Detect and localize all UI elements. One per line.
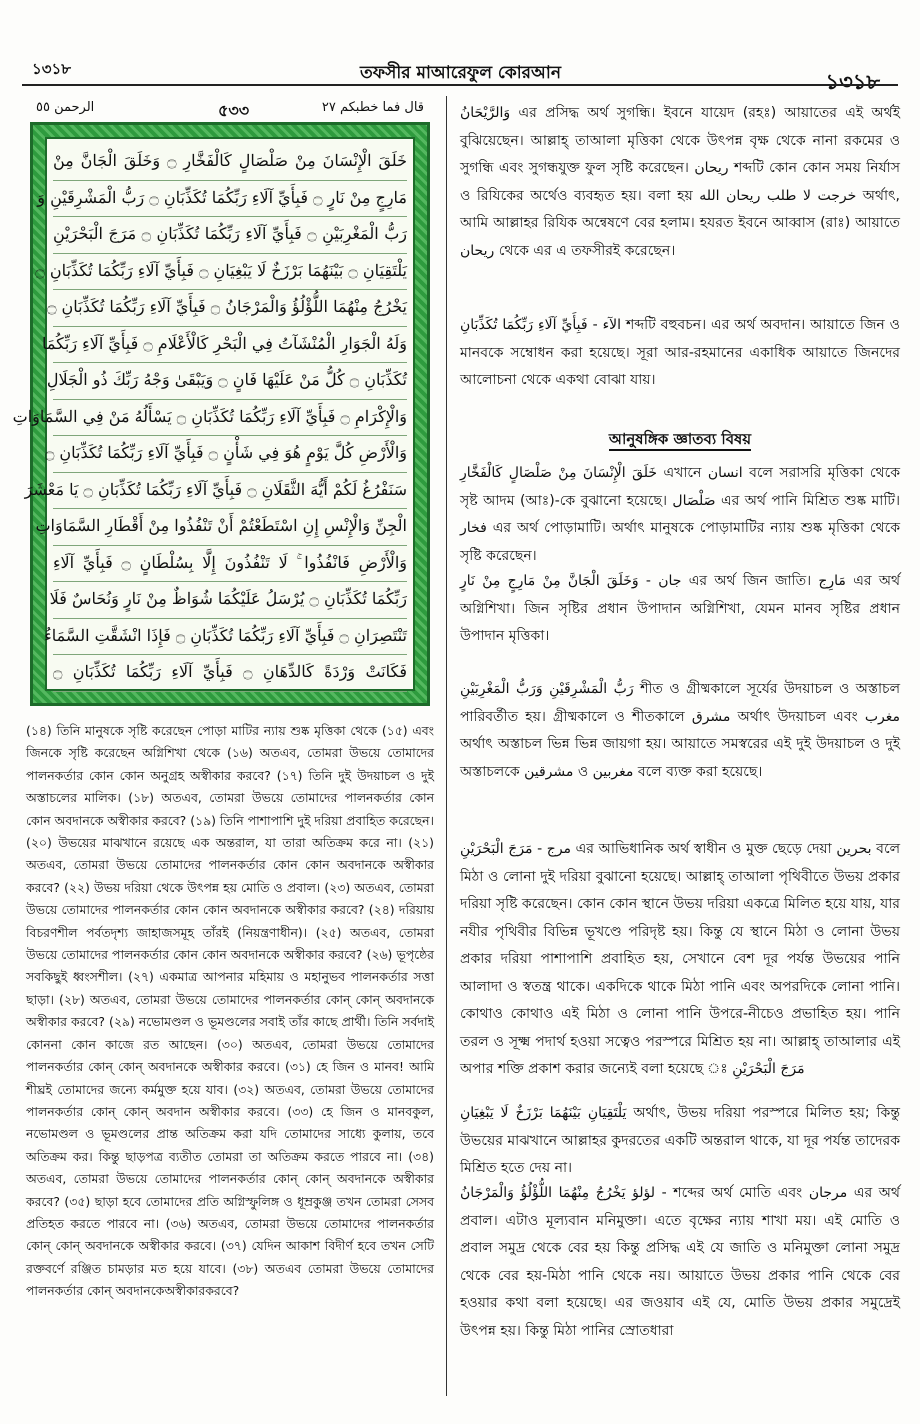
commentary-para-1 <box>460 100 900 265</box>
commentary-para-3 <box>460 460 900 570</box>
ayah-line: رَبِّكُمَا تُكَذِّبَانِ ۝ يُرْسَلُ عَلَيْكُمَا شُوَاظٌ مِنْ نَارٍ وَنُحَاسٌ فَلَا <box>53 581 407 619</box>
commentary-para-8 <box>460 1180 900 1345</box>
arabic-term: خَلَقَ الْإِنْسَانَ مِنْ صَلْصَالٍ كَالْفَخَّارِ <box>460 465 658 481</box>
commentary-text: অর্থাৎ, উভয় দরিয়া পরস্পরে মিলিত হয়; কিন্তু উভয়ের মাঝখানে আল্লাহর কুদরতের একটি অন্তরাল থাকে, যা দূর পর্যন্ত তাদেরক মিশ্রিত হতে দেয় না। <box>460 1105 900 1176</box>
ayah-line: يَلْتَقِيَانِ ۝ بَيْنَهُمَا بَرْزَخٌ لَا يَبْغِيَانِ ۝ فَبِأَيِّ آلَاءِ رَبِّكُمَا تُكَذِّبَانِ ۝ <box>53 253 407 291</box>
ayah-line: وَلَهُ الْجَوَارِ الْمُنْشَآتُ فِي الْبَحْرِ كَالْأَعْلَامِ ۝ فَبِأَيِّ آلَاءِ رَبِّكُمَا <box>53 326 407 364</box>
arabic-term: يَلْتَقِيَانِ بَيْنَهُمَا بَرْزَخٌ لَا يَبْغِيَانِ <box>460 1105 627 1121</box>
section-heading <box>460 428 900 453</box>
arabic-term: وَالرَّيْحَانُ <box>460 105 511 121</box>
page-number-left: ১৩১৮ <box>32 60 71 78</box>
commentary-text: - جان এর অর্থ জিন জাতি। مَارِج এর অর্থ অগ্নিশিখা। জিন সৃষ্টির প্রধান উপাদান অগ্নিশিখা, যেমন মানব সৃষ্টির প্রধান উপাদান মৃত্তিকা। <box>460 573 901 644</box>
arabic-term: فَبِأَيِّ آلَاءِ رَبِّكُمَا تُكَذِّبَانِ <box>460 317 588 333</box>
arabic-term: رَبُّ الْمَشْرِقَيْنِ وَرَبُّ الْمَغْرِبَيْنِ <box>460 681 634 697</box>
commentary-para-6 <box>460 836 900 1084</box>
quran-text-frame <box>12 122 430 706</box>
commentary-para-2 <box>460 312 900 395</box>
ayah-line: تَنْتَصِرَانِ ۝ فَبِأَيِّ آلَاءِ رَبِّكُمَا تُكَذِّبَانِ ۝ فَإِذَا انْشَقَّتِ السَّمَاءُ <box>53 618 407 656</box>
header-rule <box>22 84 898 86</box>
ayah-line: وَالْأَرْضِ فَانْفُذُوا ۚ لَا تَنْفُذُونَ إِلَّا بِسُلْطَانٍ ۝ فَبِأَيِّ آلَاءِ <box>53 545 407 583</box>
section-heading-text: আনুষঙ্গিক জ্ঞাতব্য বিষয় <box>609 430 751 451</box>
column-divider <box>446 96 447 1396</box>
ayah-line: رَبُّ الْمَغْرِبَيْنِ ۝ فَبِأَيِّ آلَاءِ رَبِّكُمَا تُكَذِّبَانِ ۝ مَرَجَ الْبَحْرَيْنِ <box>53 216 407 254</box>
juz-name: قال فما خطبكم ٢٧ <box>321 100 424 115</box>
quran-text-panel <box>12 137 415 691</box>
ayah-line: وَالْأَرْضِ كُلَّ يَوْمٍ هُوَ فِي شَأْنٍ ۝ فَبِأَيِّ آلَاءِ رَبِّكُمَا تُكَذِّبَانِ ۝ <box>53 435 407 473</box>
commentary-text: - مرج এর আভিধানিক অর্থ স্বাধীন ও মুক্ত ছেড়ে দেয়া بحرين বলে মিঠা ও লোনা দুই দরিয়া বুঝানো হয়েছে। আল্লাহ্ তাআলা পৃথিবীতে উভয় প্রকার দরিয়া সৃষ্টি করেছেন। কোন কোন স্থানে উভয় দরিয়া একত্রে মিলিত হয়ে যায়, যার নযীর পৃথিবীর বিভিন্ন ভূখণ্ডে পরিদৃষ্ট হয়। কিন্তু যে স্থানে মিঠা ও লোনা উভয় প্রকার দরিয়া পাশাপাশি প্রবাহিত হয়, সেখানে বেশ দূর পর্যন্ত উভয়ের পানি আলাদা ও স্বতন্ত্র থাকে। একদিকে থাকে মিঠা পানি এবং অপরদিকে লোনা পানি। কোথাও কোথাও এই মিঠা ও লোনা পানি উপরে-নীচেও প্রভাহিত হয়। পানি তরল ও সূক্ষ্ম পদার্থ হওয়া সত্বেও পরস্পরে মিশ্রিত হয় না। আল্লাহ্ তাআলার এই অপার শক্তি প্রকাশ করার জন্যেই বলা হয়েছে ঃ <box>460 841 901 1077</box>
commentary-text: শীত ও গ্রীষ্মকালে সূর্যের উদয়াচল ও অস্তাচল পারিবর্তীত হয়। গ্রীষ্মকালে ও শীতকালে مشرق অর্থাৎ উদয়াচল এবং مغرب অর্থাৎ অস্তাচল ভিন্ন ভিন্ন জায়গা হয়। আয়াতে সমস্বরের এই দুই উদয়াচল ও দুই অস্তাচলকে مشرقين ও مغربين বলে ব্যক্ত করা হয়েছে। <box>460 681 900 780</box>
arabic-term: مَرَجَ الْبَحْرَيْنِ <box>460 841 533 857</box>
ayah-line: فَكَانَتْ وَرْدَةً كَالدِّهَانِ ۝ فَبِأَيِّ آلَاءِ رَبِّكُمَا تُكَذِّبَانِ ۝ <box>53 654 407 692</box>
ayah-line: سَنَفْرُغُ لَكُمْ أَيُّهَ الثَّقَلَانِ ۝ فَبِأَيِّ آلَاءِ رَبِّكُمَا تُكَذِّبَانِ ۝ يَا مَعْشَرَ <box>53 472 407 510</box>
commentary-text: لؤلؤ - শব্দের অর্থ মোতি এবং مرجان এর অর্থ প্রবাল। এটাও মূল্যবান মনিমুক্তা। এতে বৃক্ষের ন্যায় শাখা ময়। এই মোতি ও প্রবাল সমুদ্র থেকে বের হয় কিন্তু প্রসিদ্ধ এই যে জাতি ও মনিমুক্তা লোনা সমুদ্র থেকে বের হয়-মিঠা পানি থেকে নয়। আয়াতে উভয় প্রকার পানি থেকে বের হওয়ার কথা বলা হয়েছে। এর জওয়াব এই যে, মোতি উভয় প্রকার সমুদ্রেই উৎপন্ন হয়। কিন্তু মিঠা পানির স্রোতধারা <box>460 1185 900 1339</box>
mushaf-header <box>32 100 428 122</box>
running-title: তফসীর মাআরেফুল কোরআন <box>360 63 561 83</box>
arabic-term: وَخَلَقَ الْجَانَّ مِنْ مَارِجٍ مِنْ نَارٍ <box>460 573 639 589</box>
ayah-line: خَلَقَ الْإِنْسَانَ مِنْ صَلْصَالٍ كَالْفَخَّارِ ۝ وَخَلَقَ الْجَانَّ مِنْ <box>53 143 407 181</box>
commentary-para-4 <box>460 568 900 651</box>
ayah-line: يَخْرُجُ مِنْهُمَا اللُّؤْلُؤُ وَالْمَرْجَانُ ۝ فَبِأَيِّ آلَاءِ رَبِّكُمَا تُكَذِّبَانِ ۝ <box>53 289 407 327</box>
page-number-right: ১৩১৮ <box>825 70 880 94</box>
ayah-line: الْجِنِّ وَالْإِنْسِ إِنِ اسْتَطَعْتُمْ أَنْ تَنْفُذُوا مِنْ أَقْطَارِ السَّمَاوَاتِ <box>53 508 407 546</box>
ayah-line: وَالْإِكْرَامِ ۝ فَبِأَيِّ آلَاءِ رَبِّكُمَا تُكَذِّبَانِ ۝ يَسْأَلُهُ مَنْ فِي السَّمَاوَاتِ <box>53 399 407 437</box>
commentary-text: - الآء শব্দটি বহুবচন। এর অর্থ অবদান। আয়াতে জিন ও মানবকে সম্বোধন করা হয়েছে। সূরা আর-রহমানের একাধিক আয়াতে জিনদের আলোচনা থেকে একথা বোঝা যায়। <box>460 317 900 388</box>
commentary-text: এর প্রসিদ্ধ অর্থ সুগন্ধি। ইবনে যায়েদ (রহঃ) আয়াতের এই অর্থই বুঝিয়েছেন। আল্লাহ্ তাআলা মৃত্তিকা থেকে উৎপন্ন বৃক্ষ থেকে নানা রকমের ও সুগন্ধি এবং সুগন্ধযুক্ত ফুল সৃষ্টি করেছেন। ريحان শব্দটি কোন কোন সময় নির্যাস ও রিযিকের অর্থেও ব্যবহৃত হয়। বলা হয় خرجت لا طلب ريحان الله অর্থাৎ, আমি আল্লাহর রিযিক অন্বেষণে বের হলাম। হযরত ইবনে আব্বাস (রাঃ) আয়াতে ريحان থেকে এর এ তফসীরই করেছেন। <box>460 105 900 259</box>
mushaf-page-number: ৫৩৩ <box>218 101 250 120</box>
bengali-translation: (১৪) তিনি মানুষকে সৃষ্টি করেছেন পোড়া মাটির ন্যায় শুষ্ক মৃত্তিকা থেকে (১৫) এবং জিনকে সৃষ্টি করেছেন অগ্নিশিখা থেকে (১৬) অতএব, তোমরা উভয়ে তোমাদের পালনকর্তার কোন কোন অনুগ্রহ অস্বীকার করবে? (১৭) তিনি দুই উদয়াচল ও দুই অস্তাচলের মালিক। (১৮) অতএব, তোমরা উভয়ে তোমাদের পালনকর্তার কোন কোন অবদানকে অস্বীকার করবে? (১৯) তিনি পাশাপাশি দুই দরিয়া প্রবাহিত করেছেন। (২০) উভয়ের মাঝখানে রয়েছে এক অন্তরাল, যা তারা অতিক্রম করে না। (২১) অতএব, তোমরা উভয়ে তোমাদের পালনকর্তার কোন কোন অবদানকে অস্বীকার করবে? (২২) উভয় দরিয়া থেকে উৎপন্ন হয় মোতি ও প্রবাল। (২৩) অতএব, তোমরা উভয়ে তোমাদের পালনকর্তার কোন কোন অবদানকে অস্বীকার করবে? (২৪) দরিয়ায় বিচরণশীল পর্বতদৃশ্য জাহাজসমূহ তাঁরই (নিয়ন্ত্রণাধীন)। (২৫) অতএব, তোমরা উভয়ে তোমাদের পালনকর্তার কোন কোন অবদানকে অস্বীকার করবে? (২৬) ভূপৃষ্ঠের সবকিছুই ধ্বংসশীল। (২৭) একমাত্র আপনার মহিমায় ও মহানুভব পালনকর্তার সত্তা ছাড়া। (২৮) অতএব, তোমরা উভয়ে তোমাদের পালনকর্তার কোন্ কোন্ অবদানকে অস্বীকার করবে? (২৯) নভোমণ্ডল ও ভূমণ্ডলের সবাই তাঁর কাছে প্রার্থী। তিনি সর্বদাই কোননা কোন কাজে রত আছেন। (৩০) অতএব, তোমরা উভয়ে তোমাদের পালনকর্তার কোন্ কোন্ অবদানকে অস্বীকার করবে। (৩১) হে জিন ও মানব! আমি শীঘ্রই তোমাদের জন্যে কর্মমুক্ত হয়ে যাব। (৩২) অতএব, তোমরা উভয়ে তোমাদের পালনকর্তার কোন্ কোন্ অবদান অস্বীকার করবে। (৩৩) হে জিন ও মানবকুল, নভোমণ্ডল ও ভূমণ্ডলের প্রান্ত অতিক্রম করা যদি তোমাদের সাধ্যে কুলায়, তবে অতিক্রম কর। কিন্তু ছাড়পত্র ব্যতীত তোমরা তা অতিক্রম করতে পারবে না। (৩৪) অতএব, তোমরা উভয়ে তোমাদের পালনকর্তার কোন্ কোন্ অবদানকে অস্বীকার করবে? (৩৫) ছাড়া হবে তোমাদের প্রতি অগ্নিস্ফুলিঙ্গ ও ধূম্রকুঞ্জ তখন তোমরা সেসব প্রতিহত করতে পারবে না। (৩৬) অতএব, তোমরা উভয়ে তোমাদের পালনকর্তার কোন্ কোন্ অবদানকে অস্বীকার করবে। (৩৭) যেদিন আকাশ বিদীর্ণ হবে তখন সেটি রক্তবর্ণে রঞ্জিত চামড়ার মত হয়ে যাবে। (৩৮) অতএব তোমরা উভয়ে তোমাদের পালনকর্তার কোন্ অবদানকেঅস্বীকারকরবে? <box>26 723 434 1299</box>
arabic-term: يَخْرُجُ مِنْهُمَا اللُّؤْلُؤُ وَالْمَرْجَانُ <box>460 1185 626 1201</box>
ayah-line: مَارِجٍ مِنْ نَارٍ ۝ فَبِأَيِّ آلَاءِ رَبِّكُمَا تُكَذِّبَانِ ۝ رَبُّ الْمَشْرِقَيْنِ وَ <box>53 180 407 218</box>
commentary-text: এখানে انسان বলে সরাসরি মৃত্তিকা থেকে সৃষ্ট আদম (আঃ)-কে বুঝানো হয়েছে। صَلْصَال এর অর্থ পানি মিশ্রিত শুষ্ক মাটি। فخار এর অর্থ পোড়ামাটি। অর্থাৎ মানুষকে পোড়ামাটির ন্যায় শুষ্ক মৃত্তিকা থেকে সৃষ্টি করেছেন। <box>460 465 900 564</box>
surah-name: الرحمن ٥٥ <box>36 100 95 115</box>
arabic-term-end: مَرَجَ الْبَحْرَيْنِ <box>732 1061 805 1077</box>
ayah-line: تُكَذِّبَانِ ۝ كُلُّ مَنْ عَلَيْهَا فَانٍ ۝ وَيَبْقَىٰ وَجْهُ رَبِّكَ ذُو الْجَلَالِ <box>53 362 407 400</box>
commentary-para-5 <box>460 676 900 786</box>
commentary-para-7 <box>460 1100 900 1183</box>
